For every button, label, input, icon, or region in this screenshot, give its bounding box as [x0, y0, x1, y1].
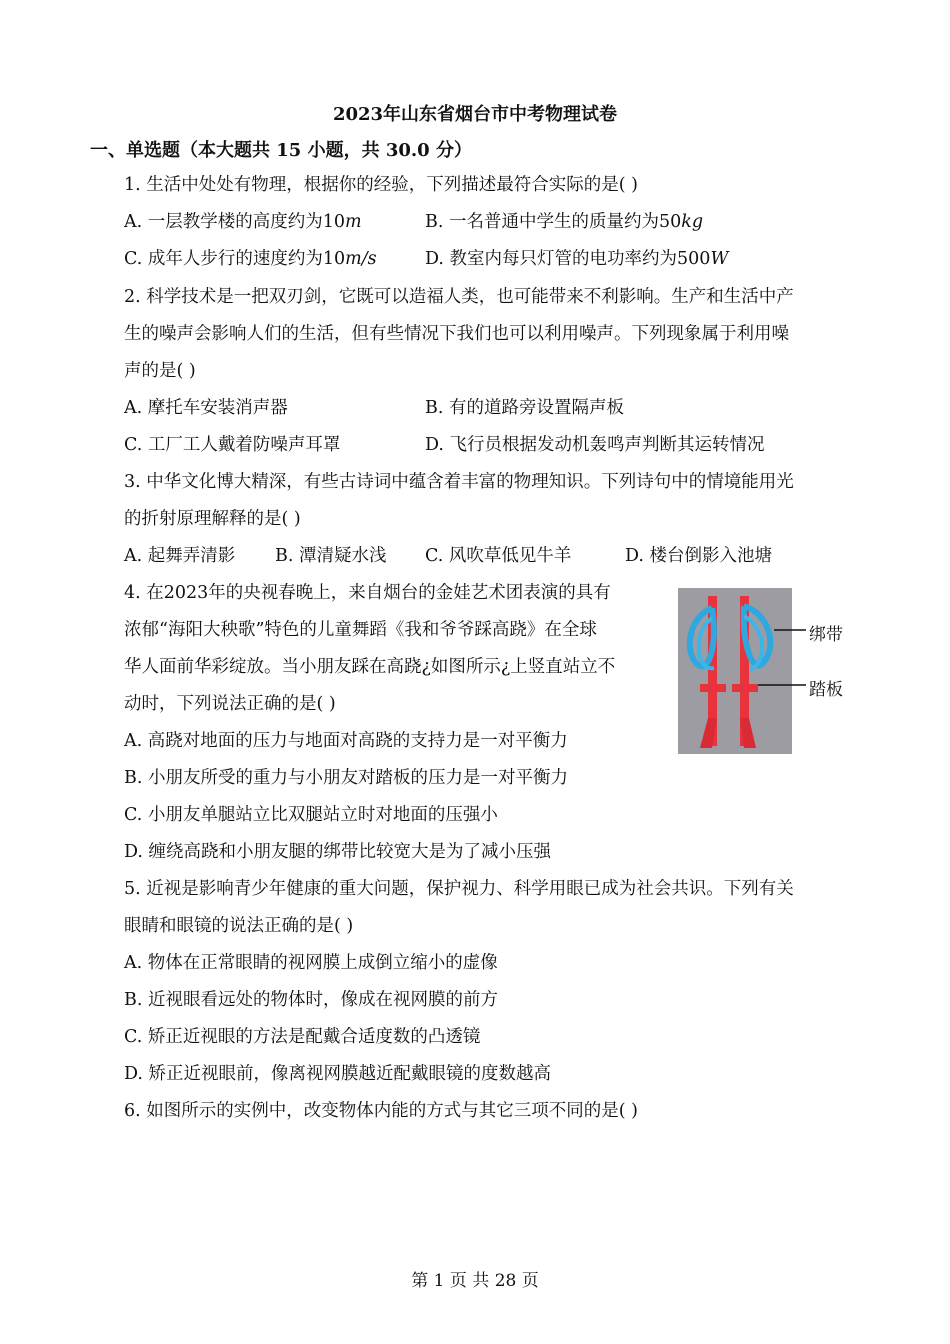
q3-stem-line2: 的折射原理解释的是( ) — [124, 509, 301, 529]
q3-stem-line1: 3. 中华文化博大精深，有些古诗词中蕴含着丰富的物理知识。下列诗句中的情境能用光 — [124, 472, 794, 492]
q3-option-a: A. 起舞弄清影 — [124, 546, 236, 566]
q4-option-a: A. 高跷对地面的压力与地面对高跷的支持力是一对平衡力 — [124, 731, 568, 751]
q2-stem-line1: 2. 科学技术是一把双刃剑，它既可以造福人类，也可能带来不利影响。生产和生活中产 — [124, 287, 794, 307]
q2-option-d: D. 飞行员根据发动机轰鸣声判断其运转情况 — [425, 435, 765, 455]
q4-stem-line1: 4. 在2023年的央视春晚上，来自烟台的金娃艺术团表演的具有 — [124, 583, 611, 603]
q4-option-b: B. 小朋友所受的重力与小朋友对踏板的压力是一对平衡力 — [124, 768, 568, 788]
q2-option-c: C. 工厂工人戴着防噪声耳罩 — [124, 435, 341, 455]
q2-stem-line2: 生的噪声会影响人们的生活，但有些情况下我们也可以利用噪声。下列现象属于利用噪 — [124, 324, 789, 344]
q5-option-a: A. 物体在正常眼睛的视网膜上成倒立缩小的虚像 — [124, 953, 498, 973]
q3-option-d: D. 楼台倒影入池塘 — [625, 546, 773, 566]
q1-option-c: C. 成年人步行的速度约为10m/s — [124, 249, 377, 269]
q2-option-a: A. 摩托车安装消声器 — [124, 398, 288, 418]
q1-option-a: A. 一层教学楼的高度约为10m — [124, 212, 362, 232]
q1-option-d: D. 教室内每只灯管的电功率约为500W — [425, 249, 729, 269]
figure-leader-lines — [678, 588, 858, 756]
exam-title: 2023年山东省烟台市中考物理试卷 — [332, 104, 618, 125]
q3-option-b: B. 潭清疑水浅 — [275, 546, 387, 566]
q6-stem: 6. 如图所示的实例中，改变物体内能的方式与其它三项不同的是( ) — [124, 1101, 638, 1121]
q2-option-b: B. 有的道路旁设置隔声板 — [425, 398, 624, 418]
q1-option-d-unit: W — [710, 249, 729, 269]
q5-option-b: B. 近视眼看远处的物体时，像成在视网膜的前方 — [124, 990, 498, 1010]
pedal-label: 踏板 — [809, 680, 843, 700]
q4-stem-line4: 动时，下列说法正确的是( ) — [124, 694, 336, 714]
q1-option-c-unit: m/s — [345, 249, 377, 269]
q1-option-b: B. 一名普通中学生的质量约为50kg — [425, 212, 704, 232]
q5-option-d: D. 矫正近视眼前，像离视网膜越近配戴眼镜的度数越高 — [124, 1064, 552, 1084]
section-heading: 一、单选题（本大题共 15 小题，共 30.0 分） — [90, 140, 472, 161]
page-footer: 第 1 页 共 28 页 — [411, 1271, 539, 1291]
q4-option-c: C. 小朋友单腿站立比双腿站立时对地面的压强小 — [124, 805, 498, 825]
q1-option-b-unit: kg — [681, 212, 704, 232]
q5-option-c: C. 矫正近视眼的方法是配戴合适度数的凸透镜 — [124, 1027, 481, 1047]
strap-label: 绑带 — [809, 625, 843, 645]
stilt-figure — [678, 588, 858, 756]
q1-stem: 1. 生活中处处有物理，根据你的经验，下列描述最符合实际的是( ) — [124, 175, 638, 195]
q3-option-c: C. 风吹草低见牛羊 — [425, 546, 572, 566]
q5-stem-line1: 5. 近视是影响青少年健康的重大问题，保护视力、科学用眼已成为社会共识。下列有关 — [124, 879, 794, 899]
q2-stem-line3: 声的是( ) — [124, 361, 196, 381]
q5-stem-line2: 眼睛和眼镜的说法正确的是( ) — [124, 916, 354, 936]
q4-option-d: D. 缠绕高跷和小朋友腿的绑带比较宽大是为了减小压强 — [124, 842, 552, 862]
q4-stem-line3: 华人面前华彩绽放。当小朋友踩在高跷¿如图所示¿上竖直站立不 — [124, 657, 616, 677]
q4-stem-line2: 浓郁“海阳大秧歌”特色的儿童舞蹈《我和爷爷踩高跷》在全球 — [124, 620, 597, 640]
q1-option-a-unit: m — [345, 212, 362, 232]
